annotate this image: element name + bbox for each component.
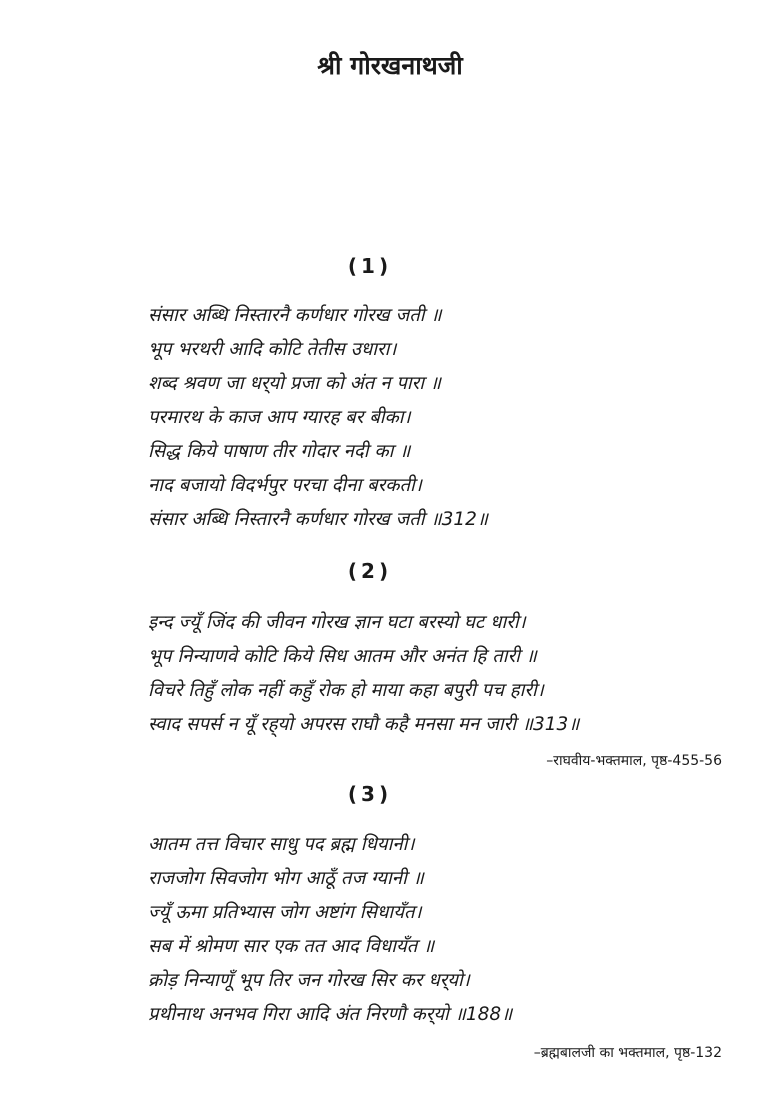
section-number-1: (1) — [347, 254, 393, 278]
verse-line: भूप निन्याणवे कोटि किये सिध आतम और अनंत हि तारी ॥ — [148, 646, 537, 667]
section-number-3: (3) — [347, 782, 393, 806]
verse-line: आतम तत्त विचार साधु पद ब्रह्म धियानी। — [148, 834, 415, 855]
verse-line: क्रोड़ निन्याणूँ भूप तिर जन गोरख सिर कर धर्‌यो। — [148, 970, 470, 991]
verse-line: परमारथ के काज आप ग्यारह बर बीका। — [148, 407, 411, 428]
verse-line: भूप भरथरी आदि कोटि तेतीस उधारा। — [148, 339, 397, 360]
verse-line: विचरे तिहुँ लोक नहीं कहुँ रोक हो माया कहा बपुरी पच हारी। — [148, 680, 544, 701]
verse-line: इन्द ज्यूँ जिंद की जीवन गोरख ज्ञान घटा बरस्यो घट धारी। — [148, 612, 526, 633]
verse-line: राजजोग सिवजोग भोग आठूँ तज ग्यानी ॥ — [148, 868, 424, 889]
verse-line: संसार अब्धि निस्तारनै कर्णधार गोरख जती ॥ — [148, 305, 442, 326]
verse-line: संसार अब्धि निस्तारनै कर्णधार गोरख जती ॥312॥ — [148, 509, 488, 530]
verse-3 — [148, 828, 512, 1032]
verse-line: सिद्ध किये पाषाण तीर गोदार नदी का ॥ — [148, 441, 411, 462]
source-citation-3: –ब्रह्मबालजी का भक्तमाल, पृष्ठ-132 — [533, 1045, 722, 1061]
verse-line: नाद बजायो विदर्भपुर परचा दीना बरकती। — [148, 475, 422, 496]
verse-line: शब्द श्रवण जा धर्‌यो प्रजा को अंत न पारा ॥ — [148, 373, 441, 394]
verse-line: प्रथीनाथ अनभव गिरा आदि अंत निरणौ कर्‌यो ॥188॥ — [148, 1004, 513, 1025]
section-number-2: (2) — [347, 559, 393, 583]
source-citation-2: –राघवीय-भक्तमाल, पृष्ठ-455-56 — [546, 753, 722, 769]
verse-1 — [148, 299, 488, 537]
page-title: श्री गोरखनाथजी — [317, 51, 463, 80]
verse-line: सब में श्रोमण सार एक तत आद विधायँत ॥ — [148, 936, 435, 957]
verse-2 — [148, 606, 579, 742]
verse-line: स्वाद सपर्स न यूँ रह्‌यो अपरस राघौ कहै मनसा मन जारी ॥313॥ — [148, 714, 580, 735]
verse-line: ज्यूँ ऊमा प्रतिभ्यास जोग अष्टांग सिधायँत। — [148, 902, 422, 923]
